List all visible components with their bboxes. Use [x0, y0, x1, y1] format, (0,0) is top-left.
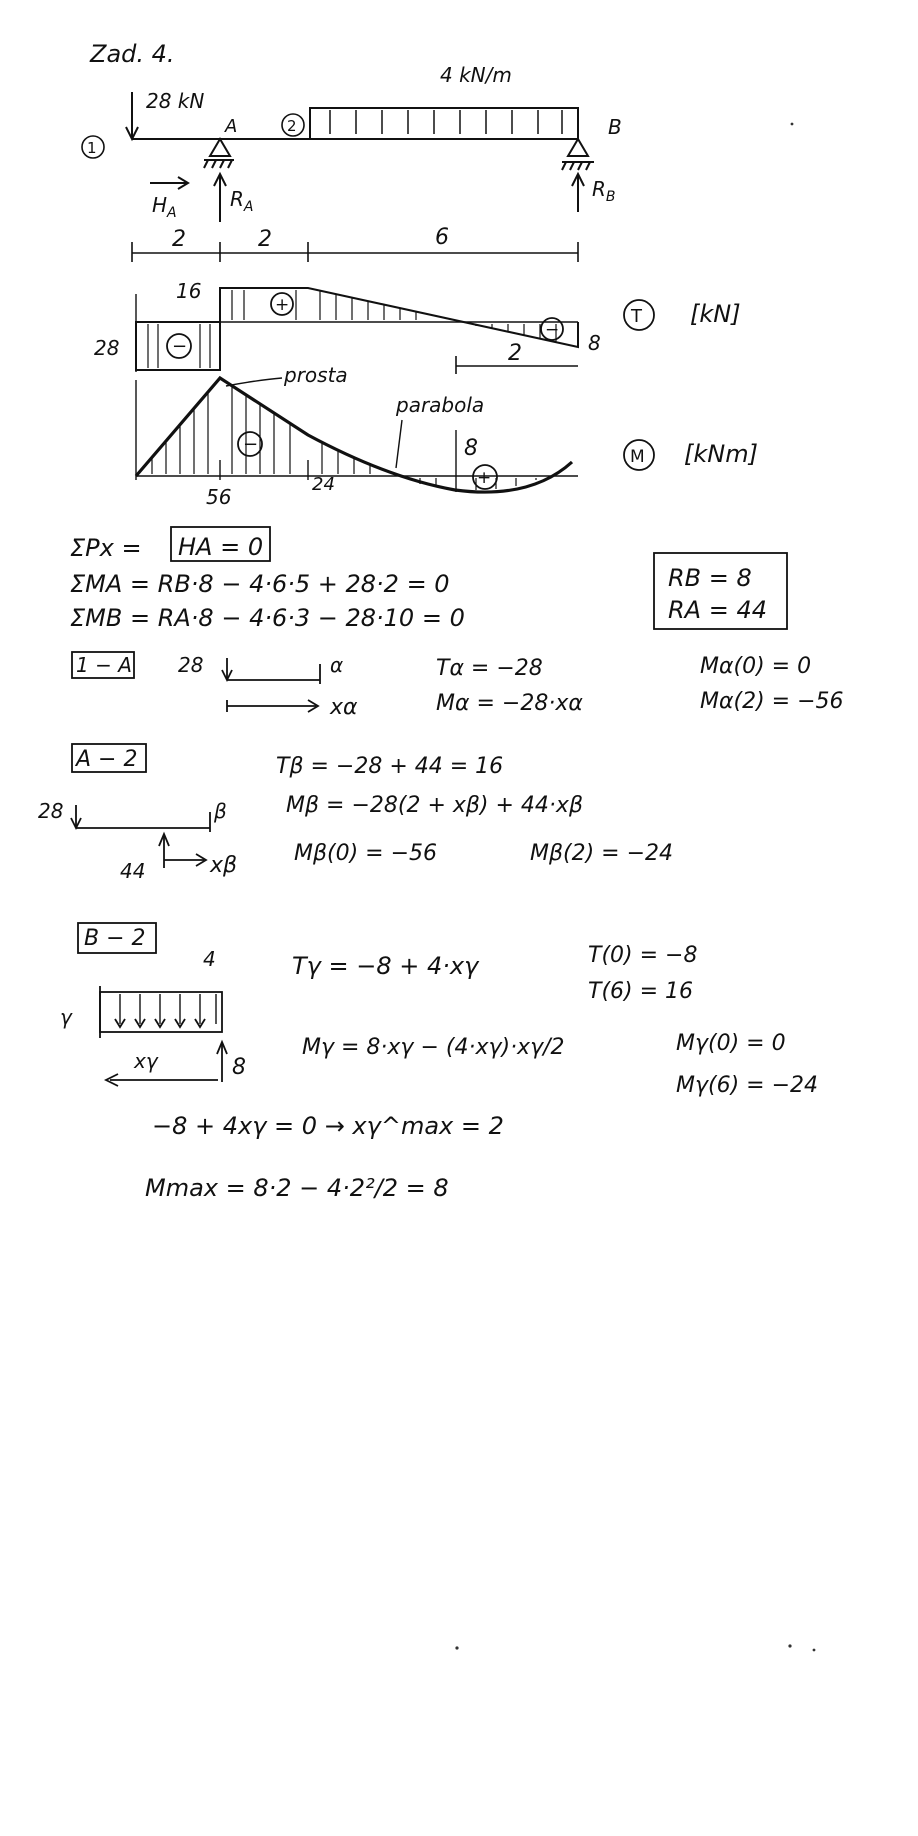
section-a2-m0: Mβ(0) = −56	[294, 841, 438, 866]
shear-diagram	[136, 288, 654, 374]
section-1a-m2: Mα(2) = −56	[700, 689, 844, 714]
section-b2-t0: T(0) = −8	[588, 943, 698, 968]
page-title: Zad. 4.	[90, 40, 175, 68]
moment-value-8: 8	[464, 436, 478, 461]
section-a2-cut: β	[214, 799, 227, 823]
mmax-equation: Mmax = 8·2 − 4·2²/2 = 8	[145, 1174, 449, 1202]
section-a2-m2: Mβ(2) = −24	[530, 841, 674, 866]
shear-sign: −	[172, 336, 188, 357]
section-1a-t: Tα = −28	[436, 656, 543, 681]
section-a2-load: 28	[38, 799, 64, 823]
moment-diagram	[136, 378, 654, 492]
ha-label: $H_A$	[152, 193, 177, 221]
ha-result: HA = 0	[178, 533, 264, 561]
section-b2-reaction: 8	[232, 1055, 246, 1080]
span-label: 6	[435, 225, 449, 250]
section-b2-m0: Mγ(0) = 0	[676, 1031, 786, 1056]
moment-units: [kNm]	[684, 440, 758, 468]
rb-result: RB = 8	[668, 564, 752, 592]
section-a2-reaction: 44	[120, 859, 146, 883]
span-label: 2	[172, 227, 186, 252]
section-b2-x: xγ	[134, 1049, 158, 1073]
shear-value-top: 16	[176, 279, 202, 303]
dist-load-label: 4 kN/m	[440, 63, 512, 87]
shear-diagram-label: T	[631, 306, 642, 327]
section-1a-m0: Mα(0) = 0	[700, 654, 812, 679]
support-b-label: B	[608, 115, 622, 139]
sum-mb: ΣMB = RA·8 − 4·6·3 − 28·10 = 0	[70, 604, 465, 632]
shear-sign: +	[275, 295, 290, 315]
section-1a-x: xα	[330, 695, 358, 720]
moment-value-56: 56	[206, 485, 232, 509]
section-b2-label: B − 2	[84, 926, 146, 951]
section-b2-load: 4	[203, 947, 216, 971]
span-label: 2	[258, 227, 272, 252]
section-1a-load: 28	[178, 653, 204, 677]
section-b2-t6: T(6) = 16	[588, 979, 694, 1004]
section-1a-label: 1 − A	[76, 653, 132, 677]
shear-value-left: 28	[94, 336, 120, 360]
shear-sign: −	[545, 320, 560, 340]
ra-label: $R_A$	[230, 187, 254, 215]
point-load-label: 28 kN	[146, 89, 205, 113]
shear-dimension: 2	[508, 341, 522, 366]
support-a-label: A	[225, 116, 238, 137]
section-b2-m6: Mγ(6) = −24	[676, 1073, 819, 1098]
moment-diagram-label: M	[630, 447, 645, 467]
note-straight: prosta	[284, 363, 348, 387]
ra-result: RA = 44	[668, 596, 767, 624]
moment-value-24: 24	[312, 474, 335, 495]
section-1a-cut: α	[330, 653, 344, 677]
section-a2-t: Tβ = −28 + 44 = 16	[276, 754, 504, 779]
shear-value-right: 8	[588, 331, 601, 355]
rb-label: $R_B$	[592, 177, 616, 205]
section-a2-m: Mβ = −28(2 + xβ) + 44·xβ	[286, 793, 583, 818]
section-a2-label: A − 2	[76, 747, 138, 772]
section-b2-m: Mγ = 8·xγ − (4·xγ)·xγ/2	[302, 1035, 565, 1060]
moment-sign: −	[243, 434, 259, 455]
sum-ma: ΣMA = RB·8 − 4·6·5 + 28·2 = 0	[70, 570, 450, 598]
note-parabola: parabola	[396, 393, 485, 417]
moment-sign: +	[477, 468, 492, 488]
sum-px: ΣPx =	[70, 534, 142, 562]
beam-scheme	[82, 92, 594, 262]
section-1a-m: Mα = −28·xα	[436, 691, 583, 716]
shear-units: [kN]	[690, 300, 741, 328]
section-b2-t: Tγ = −8 + 4·xγ	[292, 952, 479, 980]
section-b2-cut: γ	[60, 1005, 72, 1029]
extremum-equation: −8 + 4xγ = 0 → xγ^max = 2	[152, 1112, 504, 1140]
section-a2-x: xβ	[210, 853, 238, 878]
node-1-label: 1	[87, 139, 97, 157]
node-2-label: 2	[287, 117, 297, 135]
